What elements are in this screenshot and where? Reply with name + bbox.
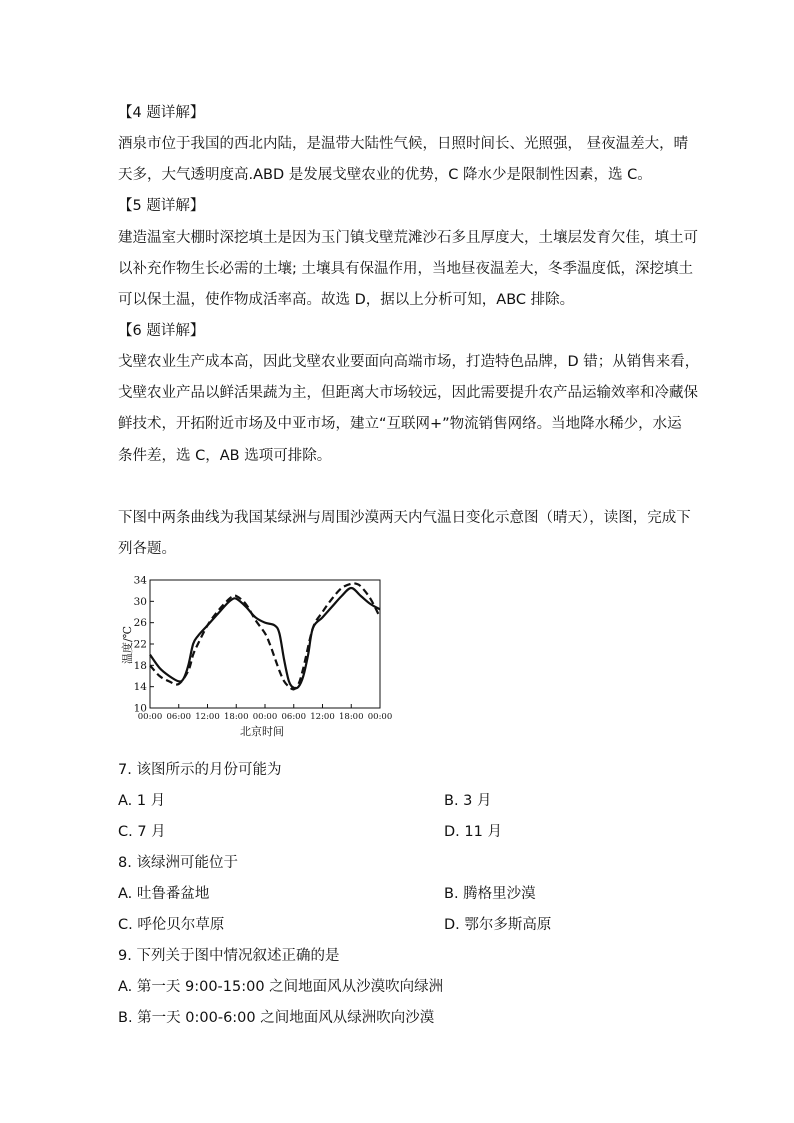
y-tick-label: 18 <box>133 659 147 672</box>
section-q5-line-1: 建造温室大棚时深挖填土是因为玉门镇戈壁荒滩沙石多且厚度大，土壤层发育欠佳，填土可 <box>118 230 698 246</box>
section-header-q4: 【4 题详解】 <box>118 105 205 121</box>
x-tick-label: 18:00 <box>339 712 364 722</box>
section-q6-line-4: 条件差，选 C，AB 选项可排除。 <box>118 448 332 464</box>
chart-ticks <box>134 575 393 723</box>
x-tick-label: 00:00 <box>367 712 393 722</box>
x-axis-label: 北京时间 <box>240 725 284 738</box>
question-9-option-a[interactable]: A. 第一天 9:00-15:00 之间地面风从沙漠吹向绿洲 <box>118 979 444 995</box>
x-tick-label: 06:00 <box>166 712 191 722</box>
question-9-option-b[interactable]: B. 第一天 0:00-6:00 之间地面风从绿洲吹向沙漠 <box>118 1010 435 1026</box>
question-8-stem: 8. 该绿洲可能位于 <box>118 855 238 871</box>
question-7-option-d[interactable]: D. 11 月 <box>444 824 502 840</box>
y-tick-label: 22 <box>133 638 147 651</box>
section-header-q5: 【5 题详解】 <box>118 198 205 214</box>
question-9-stem: 9. 下列关于图中情况叙述正确的是 <box>118 948 340 964</box>
temperature-chart <box>118 572 398 742</box>
y-tick-label: 14 <box>133 681 147 694</box>
series-line-solid <box>150 588 380 688</box>
chart-series <box>150 583 380 689</box>
y-tick-label: 10 <box>133 702 147 715</box>
intro-line-2: 列各题。 <box>118 541 176 557</box>
question-7-option-c[interactable]: C. 7 月 <box>118 824 166 840</box>
section-q5-line-2: 以补充作物生长必需的土壤; 土壤具有保温作用，当地昼夜温差大，冬季温度低，深挖填土 <box>118 261 693 277</box>
x-tick-label: 00:00 <box>137 712 163 722</box>
question-8-option-b[interactable]: B. 腾格里沙漠 <box>444 886 536 902</box>
plot-frame <box>150 580 380 708</box>
question-7-option-b[interactable]: B. 3 月 <box>444 793 492 809</box>
x-tick-label: 00:00 <box>252 712 278 722</box>
x-tick-label: 12:00 <box>195 712 220 722</box>
question-8-option-d[interactable]: D. 鄂尔多斯高原 <box>444 917 552 933</box>
x-tick-label: 06:00 <box>281 712 306 722</box>
section-q6-line-2: 戈壁农业产品以鲜活果蔬为主，但距离大市场较远，因此需要提升农产品运输效率和冷藏保 <box>118 385 698 401</box>
y-tick-label: 30 <box>133 595 147 608</box>
section-q6-line-1: 戈壁农业生产成本高，因此戈壁农业要面向高端市场，打造特色品牌，D 错；从销售来看， <box>118 354 700 370</box>
section-q4-line-2: 天多，大气透明度高.ABD 是发展戈壁农业的优势，C 降水少是限制性因素，选 C。 <box>118 167 652 183</box>
x-tick-label: 18:00 <box>224 712 249 722</box>
y-tick-label: 26 <box>133 617 147 630</box>
section-header-q6: 【6 题详解】 <box>118 323 205 339</box>
section-q4-line-1: 酒泉市位于我国的西北内陆，是温带大陆性气候，日照时间长、光照强， 昼夜温差大，晴 <box>118 136 689 152</box>
question-7-option-a[interactable]: A. 1 月 <box>118 793 166 809</box>
chart-axes <box>150 580 380 708</box>
question-7-stem: 7. 该图所示的月份可能为 <box>118 762 282 778</box>
series-line-dashed <box>150 583 380 689</box>
y-tick-label: 34 <box>133 574 147 587</box>
question-8-option-a[interactable]: A. 吐鲁番盆地 <box>118 886 210 902</box>
section-q5-line-3: 可以保土温，使作物成活率高。故选 D，据以上分析可知，ABC 排除。 <box>118 292 575 308</box>
question-8-option-c[interactable]: C. 呼伦贝尔草原 <box>118 917 225 933</box>
y-axis-label: 温度/℃ <box>121 625 134 665</box>
section-q6-line-3: 鲜技术，开拓附近市场及中亚市场，建立“互联网+”物流销售网络。当地降水稀少，水运 <box>118 416 682 432</box>
x-tick-label: 12:00 <box>310 712 335 722</box>
intro-line-1: 下图中两条曲线为我国某绿洲与周围沙漠两天内气温日变化示意图（晴天），读图，完成下 <box>118 510 691 526</box>
